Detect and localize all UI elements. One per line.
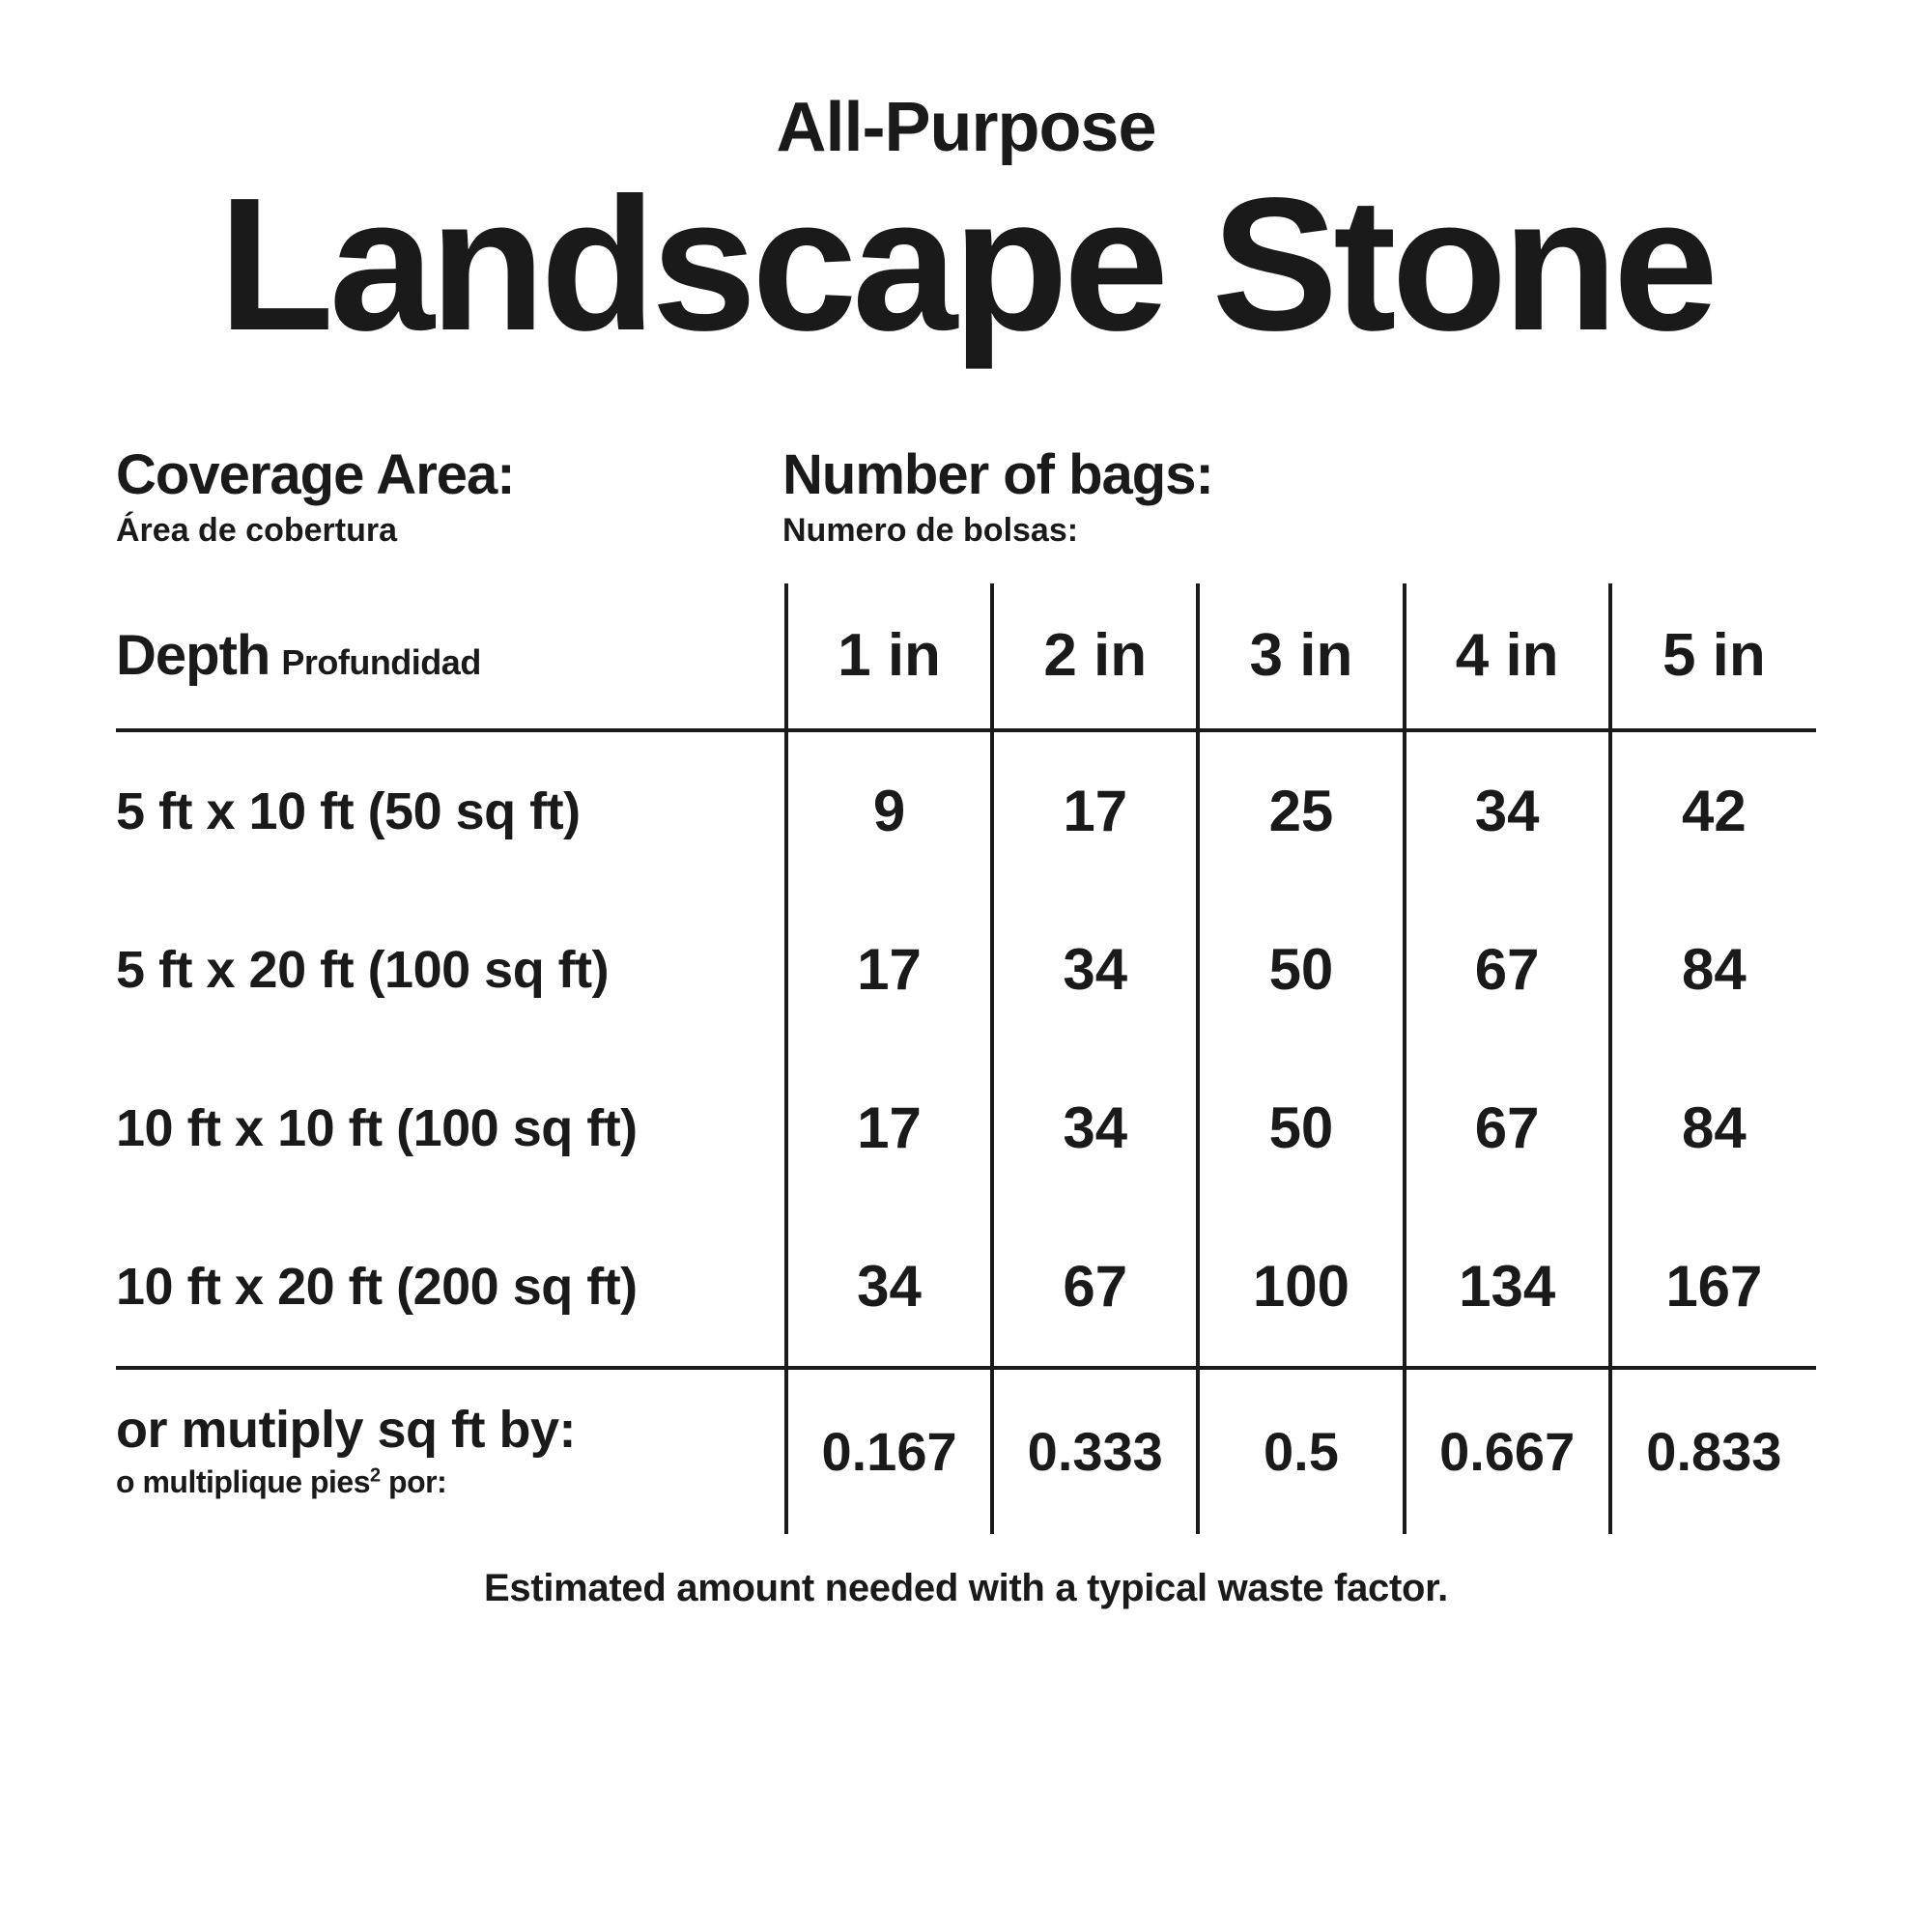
multiplier-label-es-pre: o multiplique pies: [116, 1463, 371, 1499]
cell-value: 67: [992, 1208, 1198, 1368]
row-label: 5 ft x 10 ft (50 sq ft): [116, 781, 581, 840]
depth-col-1in: 1 in: [786, 583, 992, 730]
depth-label: Depth: [116, 624, 270, 688]
depth-col-2in: 2 in: [992, 583, 1198, 730]
multiplier-value: 0.833: [1610, 1368, 1816, 1534]
cell-value: 34: [786, 1208, 992, 1368]
depth-col-5in: 5 in: [1610, 583, 1816, 730]
number-of-bags-heading-es: Numero de bolsas:: [782, 511, 1079, 549]
cell-value: 50: [1198, 1049, 1404, 1208]
table-row: [116, 891, 1816, 1049]
multiplier-value: 0.167: [786, 1368, 992, 1534]
product-eyebrow: All-Purpose: [776, 89, 1156, 166]
cell-value: 34: [992, 891, 1198, 1049]
coverage-area-heading: Coverage Area:: [116, 442, 515, 506]
cell-value: 17: [786, 1049, 992, 1208]
multiplier-label-es-post: por:: [380, 1463, 447, 1499]
cell-value: 34: [992, 1049, 1198, 1208]
multiplier-row: [116, 1368, 1816, 1534]
table-row: [116, 1208, 1816, 1368]
cell-value: 17: [992, 730, 1198, 891]
column-headings: [116, 442, 1816, 551]
cell-value: 50: [1198, 891, 1404, 1049]
multiplier-label: or mutiply sq ft by:: [116, 1401, 576, 1460]
cell-value: 134: [1405, 1208, 1610, 1368]
multiplier-label-es-sup: 2: [370, 1464, 381, 1487]
product-title: Landscape Stone: [218, 158, 1714, 370]
depth-col-4in: 4 in: [1405, 583, 1610, 730]
footnote: Estimated amount needed with a typical waste factor.: [484, 1566, 1448, 1609]
bags-heading-group: [782, 442, 1816, 551]
cell-value: 84: [1610, 1049, 1816, 1208]
cell-value: 25: [1198, 730, 1404, 891]
depth-header-cell: [116, 583, 786, 730]
coverage-table: [116, 583, 1816, 1534]
multiplier-label-cell: [116, 1368, 786, 1534]
multiplier-label-es: [116, 1463, 784, 1500]
cell-value: 84: [1610, 891, 1816, 1049]
cell-value: 42: [1610, 730, 1816, 891]
row-label: 10 ft x 20 ft (200 sq ft): [116, 1257, 638, 1316]
multiplier-value: 0.5: [1198, 1368, 1404, 1534]
coverage-heading-group: [116, 442, 782, 551]
cell-value: 67: [1405, 1049, 1610, 1208]
table-header-row: [116, 583, 1816, 730]
depth-col-3in: 3 in: [1198, 583, 1404, 730]
table-row: [116, 730, 1816, 891]
cell-value: 34: [1405, 730, 1610, 891]
cell-value: 167: [1610, 1208, 1816, 1368]
cell-value: 17: [786, 891, 992, 1049]
depth-label-es: Profundidad: [281, 642, 481, 683]
cell-value: 100: [1198, 1208, 1404, 1368]
multiplier-value: 0.667: [1405, 1368, 1610, 1534]
number-of-bags-heading: Number of bags:: [782, 442, 1213, 506]
cell-value: 67: [1405, 891, 1610, 1049]
cell-value: 9: [786, 730, 992, 891]
row-label: 10 ft x 10 ft (100 sq ft): [116, 1098, 638, 1157]
row-label: 5 ft x 20 ft (100 sq ft): [116, 940, 610, 999]
title-block: [116, 0, 1816, 370]
multiplier-value: 0.333: [992, 1368, 1198, 1534]
coverage-area-heading-es: Área de cobertura: [116, 511, 397, 549]
table-row: [116, 1049, 1816, 1208]
